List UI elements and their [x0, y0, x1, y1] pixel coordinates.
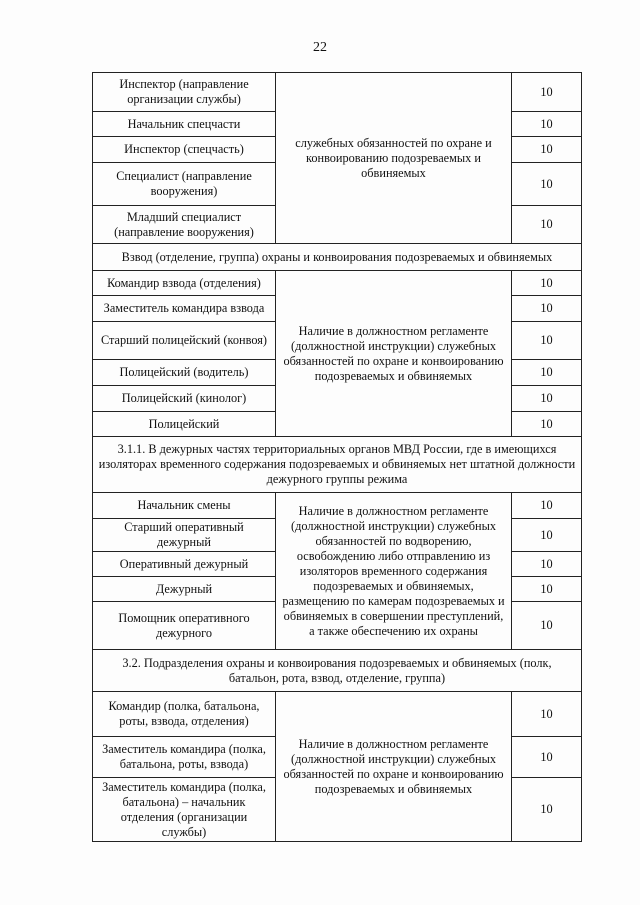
page-number: 22	[313, 40, 327, 55]
score-cell: 10	[512, 206, 582, 244]
position-cell: Старший оперативный дежурный	[93, 519, 276, 552]
section-heading-3-2: 3.2. Подразделения охраны и конвоирования подозреваемых и обвиняемых (полк, батальон, рота, взвод, отделение, группа)	[93, 650, 582, 692]
section-heading-3-1-1: 3.1.1. В дежурных частях территориальных органов МВД России, где в имеющихся изоляторах временного содержания подозреваемых и обвиняемых нет штатной должности дежурного группы режима	[93, 437, 582, 493]
score-cell: 10	[512, 778, 582, 842]
duty-cell: Наличие в должностном регламенте (должностной инструкции) служебных обязанностей по охране и конвоированию подозреваемых и обвиняемых	[276, 271, 512, 437]
score-cell: 10	[512, 519, 582, 552]
section-row	[93, 437, 582, 493]
score-cell: 10	[512, 412, 582, 437]
duty-cell: служебных обязанностей по охране и конвоированию подозреваемых и обвиняемых	[276, 73, 512, 244]
score-cell: 10	[512, 296, 582, 322]
duty-cell: Наличие в должностном регламенте (должностной инструкции) служебных обязанностей по водворению, освобождению либо отправлению из изоляторов временного содержания подозреваемых и обвиняемых, размещению по камерам подозреваемых и обвиняемых в совершении преступлений, а также обеспечению их охраны	[276, 493, 512, 650]
score-cell: 10	[512, 577, 582, 602]
score-cell: 10	[512, 692, 582, 737]
position-cell: Полицейский (водитель)	[93, 360, 276, 386]
score-cell: 10	[512, 322, 582, 360]
table-row	[93, 493, 582, 519]
score-cell: 10	[512, 493, 582, 519]
score-cell: 10	[512, 112, 582, 137]
position-cell: Младший специалист (направление вооружения)	[93, 206, 276, 244]
score-cell: 10	[512, 737, 582, 778]
score-cell: 10	[512, 73, 582, 112]
position-cell: Дежурный	[93, 577, 276, 602]
position-cell: Специалист (направление вооружения)	[93, 163, 276, 206]
position-cell: Командир взвода (отделения)	[93, 271, 276, 296]
position-cell: Начальник спецчасти	[93, 112, 276, 137]
position-cell: Оперативный дежурный	[93, 552, 276, 577]
position-cell: Помощник оперативного дежурного	[93, 602, 276, 650]
score-cell: 10	[512, 386, 582, 412]
table-row	[93, 271, 582, 296]
position-cell: Инспектор (направление организации службы)	[93, 73, 276, 112]
score-cell: 10	[512, 602, 582, 650]
section-row	[93, 650, 582, 692]
position-cell: Инспектор (спецчасть)	[93, 137, 276, 163]
position-cell: Командир (полка, батальона, роты, взвода, отделения)	[93, 692, 276, 737]
position-cell: Полицейский (кинолог)	[93, 386, 276, 412]
section-row	[93, 244, 582, 271]
score-cell: 10	[512, 552, 582, 577]
position-cell: Заместитель командира (полка, батальона, роты, взвода)	[93, 737, 276, 778]
duty-cell: Наличие в должностном регламенте (должностной инструкции) служебных обязанностей по охране и конвоированию подозреваемых и обвиняемых	[276, 692, 512, 842]
position-cell: Полицейский	[93, 412, 276, 437]
table-row	[93, 73, 582, 112]
position-cell: Начальник смены	[93, 493, 276, 519]
table-row	[93, 692, 582, 737]
score-cell: 10	[512, 360, 582, 386]
score-cell: 10	[512, 137, 582, 163]
position-cell: Старший полицейский (конвоя)	[93, 322, 276, 360]
position-cell: Заместитель командира взвода	[93, 296, 276, 322]
section-heading-platoon: Взвод (отделение, группа) охраны и конвоирования подозреваемых и обвиняемых	[93, 244, 582, 271]
requirements-table	[92, 72, 582, 842]
score-cell: 10	[512, 271, 582, 296]
position-cell: Заместитель командира (полка, батальона) – начальник отделения (организации службы)	[93, 778, 276, 842]
score-cell: 10	[512, 163, 582, 206]
